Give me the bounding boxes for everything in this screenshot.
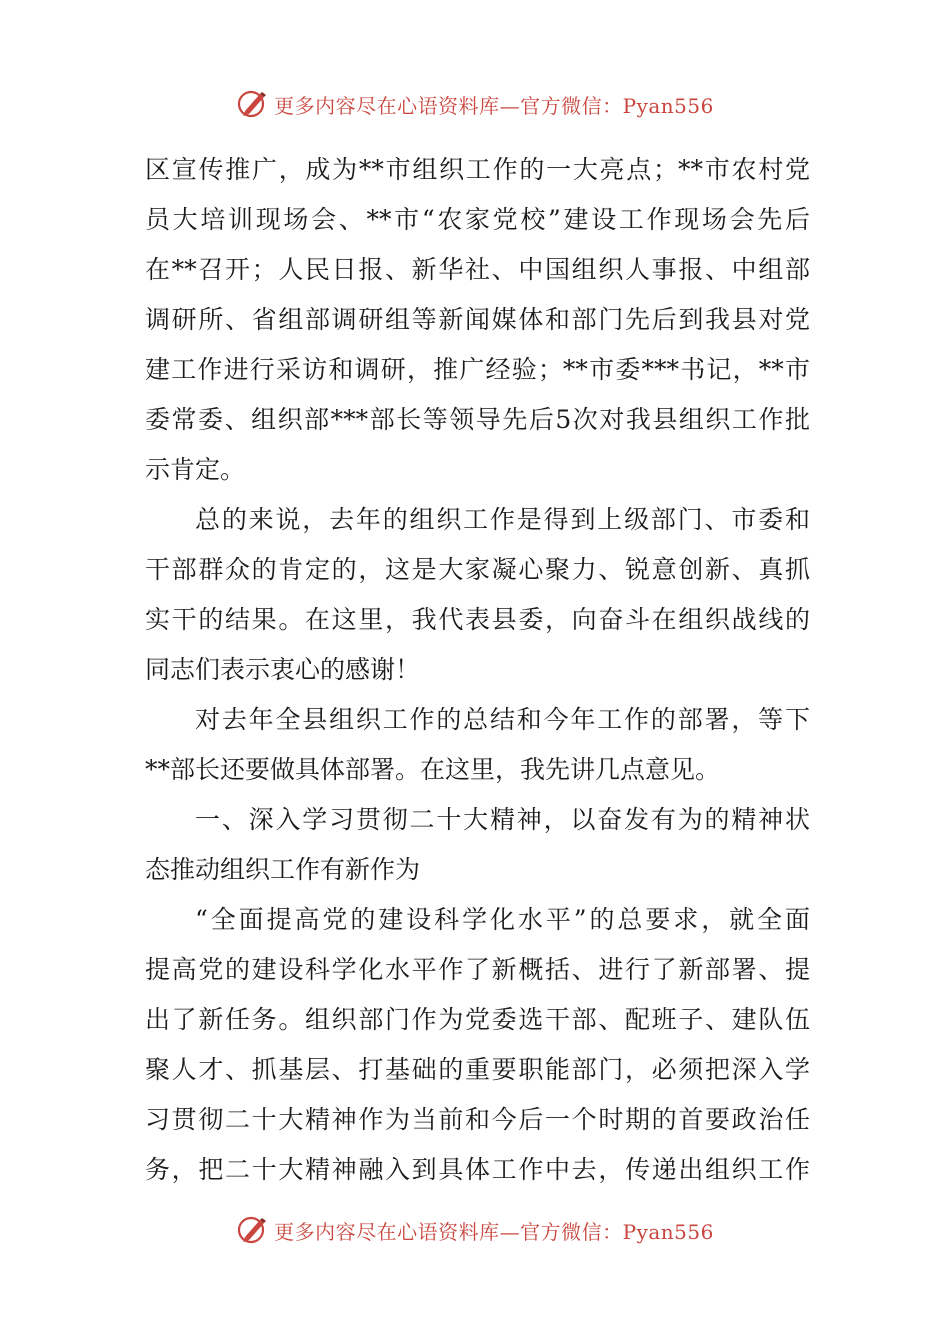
body-line: 总的来说，去年的组织工作是得到上级部门、市委和 — [195, 505, 810, 534]
footer-banner — [0, 1210, 950, 1250]
body-line: 实干的结果。在这里，我代表县委，向奋斗在组织战线的 — [145, 605, 810, 634]
body-line: 务，把二十大精神融入到具体工作中去，传递出组织工作 — [145, 1155, 810, 1184]
section-heading: 态推动组织工作有新作为 — [145, 855, 421, 884]
body-line: 员大培训现场会、**市“农家党校”建设工作现场会先后 — [145, 205, 810, 234]
body-line: 在**召开；人民日报、新华社、中国组织人事报、中组部 — [145, 255, 810, 284]
footer-banner-text: 更多内容尽在心语资料库—官方微信：Pyan556 — [274, 1219, 714, 1244]
body-line: 对去年全县组织工作的总结和今年工作的部署，等下 — [195, 705, 810, 734]
section-heading: 一、深入学习贯彻二十大精神，以奋发有为的精神状 — [195, 805, 810, 834]
body-line: 委常委、组织部***部长等领导先后5次对我县组织工作批 — [145, 405, 810, 434]
body-line: 习贯彻二十大精神作为当前和今后一个时期的首要政治任 — [145, 1105, 810, 1134]
body-line: **部长还要做具体部署。在这里，我先讲几点意见。 — [145, 755, 721, 784]
body-line: 聚人才、抓基层、打基础的重要职能部门，必须把深入学 — [145, 1055, 810, 1084]
header-banner-text: 更多内容尽在心语资料库—官方微信：Pyan556 — [274, 93, 714, 118]
body-line: “全面提高党的建设科学化水平”的总要求，就全面 — [195, 905, 810, 934]
body-line: 示肯定。 — [145, 455, 246, 484]
body-line: 干部群众的肯定的，这是大家凝心聚力、锐意创新、真抓 — [145, 555, 810, 584]
body-line: 调研所、省组部调研组等新闻媒体和部门先后到我县对党 — [145, 305, 810, 334]
body-line: 建工作进行采访和调研，推广经验；**市委***书记，**市 — [145, 355, 810, 384]
pen-logo-icon — [236, 87, 270, 121]
body-line: 区宣传推广，成为**市组织工作的一大亮点；**市农村党 — [145, 155, 810, 184]
document-body — [145, 145, 810, 1195]
pen-logo-icon — [236, 1213, 270, 1247]
body-line: 提高党的建设科学化水平作了新概括、进行了新部署、提 — [145, 955, 810, 984]
body-line: 同志们表示衷心的感谢！ — [145, 655, 421, 684]
header-banner — [0, 84, 950, 124]
body-line: 出了新任务。组织部门作为党委选干部、配班子、建队伍 — [145, 1005, 810, 1034]
